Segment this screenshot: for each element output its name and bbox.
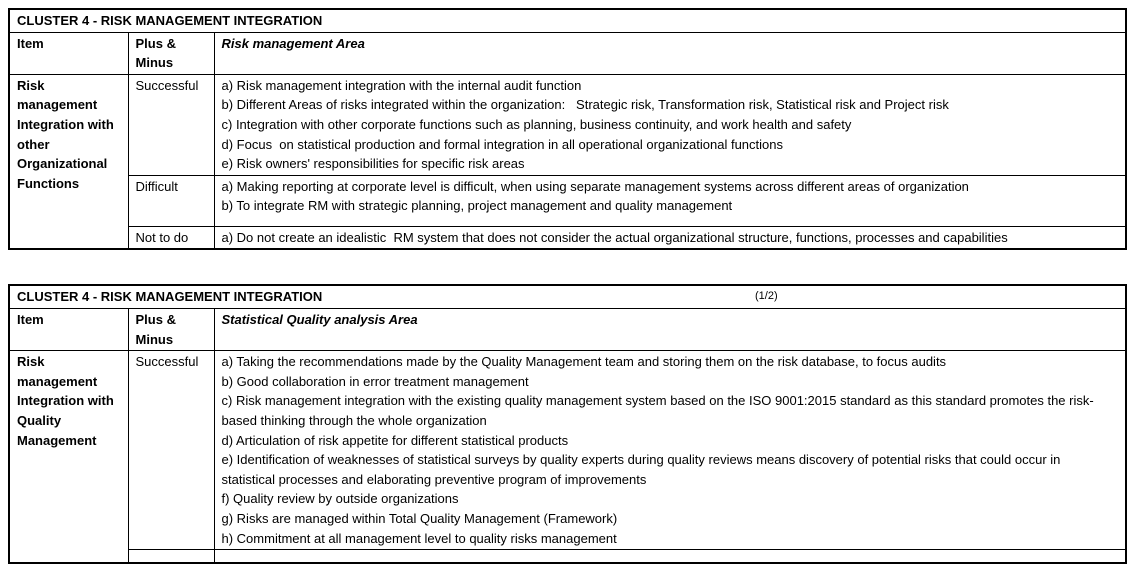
point-line: c) Integration with other corporate functions such as planning, business continuity, and work health and safety <box>221 116 852 132</box>
point-line: e) Risk owners' responsibilities for specific risk areas <box>221 156 525 172</box>
point-line: b) Different Areas of risks integrated within the organization: Strategic risk, Transformation risk, Statistical risk and Project risk <box>221 97 949 113</box>
point-line: d) Focus on statistical production and formal integration in all operational organizational functions <box>221 136 783 152</box>
point-line: a) Taking the recommendations made by the Quality Management team and storing them on the risk database, to focus audits <box>221 354 947 370</box>
table2-row-successful <box>9 351 1126 550</box>
table2-points-successful <box>214 351 1126 550</box>
table2-title-row <box>9 285 1126 308</box>
point-line: b) To integrate RM with strategic planning, project management and quality management <box>221 198 733 214</box>
point-line: f) Quality review by outside organizations <box>221 491 459 507</box>
table1-points-successful <box>214 74 1126 175</box>
table1-row-not-to-do <box>9 226 1126 249</box>
point-line: a) Do not create an idealistic RM system that does not consider the actual organizational structure, functions, processes and capabilities <box>221 229 1008 245</box>
point-line: a) Making reporting at corporate level is difficult, when using separate management systems across different areas of organization <box>221 178 969 194</box>
table1-row-difficult <box>9 175 1126 226</box>
page-indicator: (1/2) <box>755 290 778 303</box>
table2-header-row <box>9 308 1126 350</box>
table2-title-text: CLUSTER 4 - RISK MANAGEMENT INTEGRATION <box>17 289 323 305</box>
table1-title-row <box>9 9 1126 32</box>
table1-label-successful: Successful <box>128 74 214 175</box>
table1-title <box>9 9 1126 32</box>
cluster4-table-statistical-quality-area <box>8 284 1127 564</box>
point-line: a) Risk management integration with the internal audit function <box>221 77 582 93</box>
table1-points-not-to-do <box>214 226 1126 249</box>
table1-header-row <box>9 32 1126 74</box>
table1-row-successful <box>9 74 1126 175</box>
table1-header-item: Item <box>9 32 128 74</box>
table1-header-plus-minus: Plus & Minus <box>128 32 214 74</box>
table1-label-not-to-do: Not to do <box>128 226 214 249</box>
table2-header-area: Statistical Quality analysis Area <box>214 308 1126 350</box>
table1-item-cell: Risk management Integration with other Organizational Functions <box>9 74 128 249</box>
point-line: d) Articulation of risk appetite for different statistical products <box>221 432 569 448</box>
table1-points-difficult <box>214 175 1126 226</box>
point-line: c) Risk management integration with the existing quality management system based on the ISO 9001:2015 standard as this standard promotes the risk-based thinking through the whole organization <box>221 393 1094 428</box>
point-line: h) Commitment at all management level to quality risks management <box>221 530 617 546</box>
table2-header-item: Item <box>9 308 128 350</box>
cluster4-table-risk-management-area <box>8 8 1127 250</box>
table1-label-difficult: Difficult <box>128 175 214 226</box>
point-line: e) Identification of weaknesses of statistical surveys by quality experts during quality reviews means discovery of potential risks that could occur in statistical processes and elaborating preventive program of improvements <box>221 452 1065 487</box>
table2-header-plus-minus: Plus & Minus <box>128 308 214 350</box>
table1-title-text: CLUSTER 4 - RISK MANAGEMENT INTEGRATION <box>17 13 323 28</box>
point-line: b) Good collaboration in error treatment management <box>221 373 529 389</box>
table1-header-area: Risk management Area <box>214 32 1126 74</box>
table2-title <box>9 285 1126 308</box>
point-line: g) Risks are managed within Total Quality Management (Framework) <box>221 510 618 526</box>
table2-item-cell: Risk management Integration with Quality Management <box>9 351 128 563</box>
table2-label-successful: Successful <box>128 351 214 550</box>
